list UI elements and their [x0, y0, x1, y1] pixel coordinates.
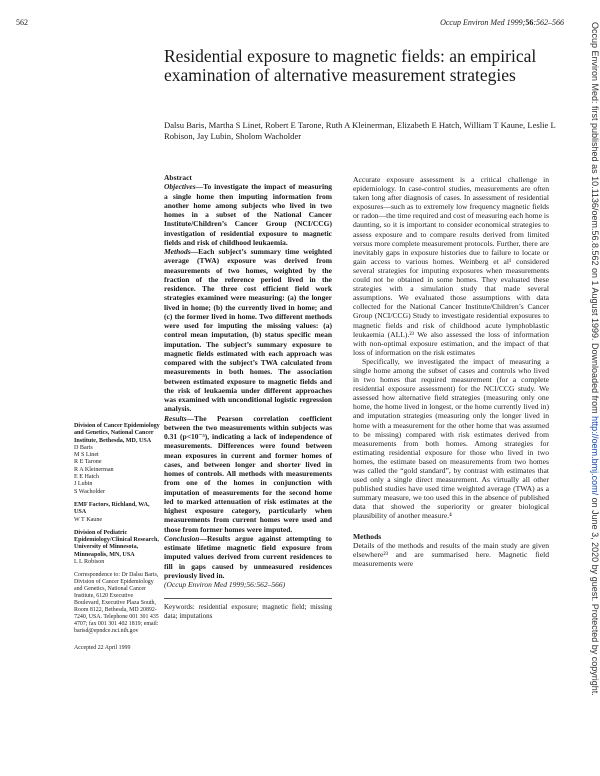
journal-pages: :562–566: [533, 18, 564, 27]
article-title: Residential exposure to magnetic fields: an empirical examination of alternative measurement strategies: [164, 46, 537, 85]
affiliation-member: R E Tarone: [74, 459, 102, 466]
affiliation-member: D Baris: [74, 444, 93, 451]
abstract-methods-label: Methods: [164, 247, 191, 256]
journal-year: 1999;: [506, 18, 526, 27]
affiliation-member: L L Robison: [74, 559, 105, 566]
affiliation-member: J Lubin: [74, 481, 93, 488]
affiliation-member: M S Linet: [74, 452, 99, 459]
accepted-date: Accepted 22 April 1999: [74, 645, 131, 652]
side-notice-text-end: on June 3, 2020 by guest. Protected by copyright.: [590, 495, 600, 696]
affiliation-institution: Division of Pediatric Epidemiology/Clinical Research, University of Minnesota, Minneapolis, MN, USA: [74, 529, 159, 558]
body-paragraph: Accurate exposure assessment is a critical challenge in epidemiology. In case-control studies, measurements are often taken long after diagnosis of cases. In assessment of residential exposures—such as to extremely low frequency magnetic fields or radon—the time required and cost of measuring each home is daunting, so it is important to consider economical strategies to assess exposure and to compare results derived from limited versus more complete measurement protocols. Further, there are inevitably gaps in exposure histories due to failure to locate or gain access to various homes. Weinberg et al¹ considered several strategies for imputing exposures when measurements could not be obtained in some homes. They evaluated these strategies with a simulation study that made several assumptions. We evaluated those assumptions with data collected for the National Cancer Institute/Children’s Cancer Group (NCI/CCG) Study to investigate residential exposures to magnetic fields and risk of childhood acute lymphoblastic leukaemia (ALL).²³ We also assessed the loss of information with non-optimal exposure estimation, and the impact of that loss of information on the risk estimates: [353, 175, 549, 357]
abstract-objectives-label: Objectives: [164, 182, 196, 192]
side-notice-link[interactable]: http://oem.bmj.com/: [590, 416, 600, 496]
abstract-conclusion-text: —Results argue against attempting to estimate lifetime magnetic field exposure from imputed values derived from current residences to fill in gaps caused by unmeasured residences previously lived in.: [164, 533, 332, 580]
abstract-methods-text: —Each subject’s summary time weighted average (TWA) exposure was derived from measurements of two homes, weighted by the fraction of the reference period lived in the residence. The three cost efficient field work strategies examined were measuring: (a) the longer lived in home; (b) the currently lived in home; and (c) the former lived in home. Two different methods were used for imputing the missing values: (a) control mean imputation, (b) status specific mean imputation. The subject’s summary exposure to magnetic fields estimated with each approach was compared with the subject’s TWA calculated from measurements in both homes. The association between estimated exposure to magnetic fields and the risk of leukaemia under different approaches was examined with unconditional logistic regression analysis.: [164, 247, 332, 414]
correspondence-address: Correspondence to: Dr Dalsu Baris, Division of Cancer Epidemiology and Genetics, National Cancer Institute, 6120 Executive Boulevard, Executive Plaza South, Room 8122, Bethesda, MD 20892-7240, USA. Telephone 001 301 435 4707; fax 001 301 402 1819; email: barisd@epndce.nci.nih.gov: [74, 572, 159, 635]
abstract-methods: [164, 247, 332, 414]
abstract: [164, 173, 332, 620]
affiliation-institution: Division of Cancer Epidemiology and Genetics, National Cancer Institute, Bethesda, MD, USA: [74, 423, 160, 444]
body-column: [353, 175, 549, 568]
author-list: Dalsu Baris, Martha S Linet, Robert E Tarone, Ruth A Kleinerman, Elizabeth E Hatch, William T Kaune, Leslie L Robison, Jay Lubin, Sholom Wacholder: [164, 120, 556, 141]
affiliation-member: W T Kaune: [74, 516, 103, 523]
abstract-conclusion: [164, 534, 332, 580]
affiliation-member: S Wacholder: [74, 488, 106, 495]
page-number: 562: [16, 18, 28, 27]
affiliations-column: [74, 423, 160, 653]
abstract-results-text: —The Pearson correlation coefficient between the two measurements within subjects was 0.31 (p<10⁻⁵), indicating a lack of independence of measurements. Differences were found between mean exposures in current and former homes of cases, and between longer and shorter lived in homes of controls. All methods with measurements from one of the homes in conjunction with imputation of measurements for the second home led to marked attenuation of risk estimates at the highest exposure category, particularly when measurements from current homes were used and those from former homes were imputed.: [164, 413, 332, 534]
affiliation: [74, 502, 160, 524]
journal-name: Occup Environ Med: [440, 18, 505, 27]
running-head: [440, 18, 564, 27]
affiliation: [74, 530, 160, 566]
affiliation-member: R A Kleinerman: [74, 466, 114, 473]
affiliation-member: E E Hatch: [74, 474, 100, 481]
abstract-divider: [164, 598, 332, 599]
affiliation: [74, 423, 160, 496]
abstract-conclusion-label: Conclusion: [164, 533, 200, 543]
abstract-results-label: Results: [164, 413, 187, 423]
journal-volume: 56: [525, 18, 534, 27]
abstract-results: [164, 414, 332, 534]
abstract-citation: (Occup Environ Med 1999;56:562–566): [164, 580, 286, 589]
methods-heading: Methods: [353, 531, 382, 541]
side-notice: [590, 22, 600, 762]
abstract-heading: Abstract: [164, 173, 192, 182]
side-notice-text: Occup Environ Med: first published as 10.1136/oem.56.8.562 on 1 August 1999. Downloaded from: [590, 22, 600, 417]
methods-paragraph: Details of the methods and results of the main study are given elsewhere²³ and are summarised here. Magnetic field measurements were: [353, 540, 549, 568]
abstract-objectives-text: —To investigate the impact of measuring a single home then imputing information from another home among subjects who lived in two homes in a subset of the National Cancer Institute/Children’s Cancer Group (NCI/CCG) investigation of residential exposure to magnetic fields and risk of childhood leukaemia.: [164, 182, 332, 247]
keywords: Keywords: residential exposure; magnetic field; missing data; imputations: [164, 603, 332, 620]
affiliation-institution: EMF Factors, Richland, WA, USA: [74, 501, 150, 516]
body-paragraph: Specifically, we investigated the impact of measuring a single home among the subset of cases and controls who lived in two homes that required measurement (for a complete residential exposure assessment) for the NCI/CCG study. We assessed how alternative field strategies (measuring only one home, the home lived in longest, or the home currently lived in) and imputation strategies (measuring only the longer lived in home with a measurement for the other home that was assumed to be missing) compared with risk estimates derived from measurements from both homes. Among strategies for estimating residential exposure for those who lived in two homes, the estimate based on measurements from two homes was called the “gold standard”, by contrast with estimates that used only a single direct measurement. As virtually all other published studies have used time weighted average (TWA) as a summary measure, we too used this in the absence of published data that showed the superiority or greater biological plausibility of another measure.⁴: [353, 356, 549, 521]
abstract-objectives: [164, 182, 332, 247]
